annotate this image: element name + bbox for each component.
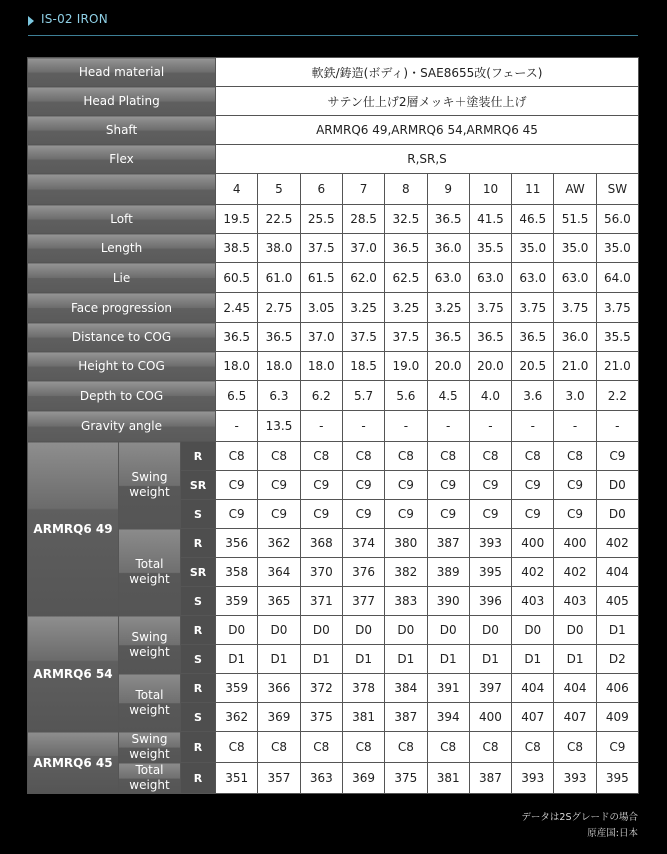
weight-type-line: Total [135,687,164,702]
weight-value: 407 [512,703,554,732]
weight-type-line: weight [129,572,170,586]
spec-row-shaft [28,116,639,145]
row-label: Length [28,234,216,263]
club-number: 8 [385,174,427,205]
row-label: Loft [28,205,216,234]
weight-value: 371 [300,587,342,616]
row-label: Head Plating [28,87,216,116]
spec-value: 2.2 [596,381,638,411]
row-label: Gravity angle [28,411,216,442]
spec-value: 37.0 [342,234,384,263]
weight-value: D0 [258,616,300,645]
spec-value: 3.75 [512,293,554,323]
weight-value: 406 [596,674,638,703]
weight-value: C9 [554,500,596,529]
weight-type-line: weight [129,747,170,761]
spec-value: 36.5 [385,234,427,263]
weight-type-line: Swing [131,470,168,484]
weight-value: 384 [385,674,427,703]
weight-type-label [119,616,181,674]
spec-value: 6.3 [258,381,300,411]
weight-value: D0 [300,616,342,645]
weight-value: 357 [258,763,300,794]
spec-value: 5.7 [342,381,384,411]
club-number: 11 [512,174,554,205]
weight-value: C9 [385,500,427,529]
weight-value: C9 [427,500,469,529]
row-label: Shaft [28,116,216,145]
spec-value: - [596,411,638,442]
flex-label: SR [181,471,216,500]
spec-value: 6.2 [300,381,342,411]
spec-value: 36.5 [512,323,554,352]
spec-value: 3.75 [554,293,596,323]
spec-value: 63.0 [512,263,554,293]
weight-value: 351 [216,763,258,794]
spec-value: 36.5 [216,323,258,352]
weight-value: C9 [469,500,511,529]
weight-value: 402 [512,558,554,587]
weight-value: 368 [300,529,342,558]
flex-label: R [181,442,216,471]
weight-value: C9 [554,471,596,500]
spec-value: 37.0 [300,323,342,352]
spec-value: 61.0 [258,263,300,293]
spec-value: 3.25 [427,293,469,323]
weight-value: 362 [216,703,258,732]
section-title-text: IS-02 IRON [41,12,108,26]
weight-row [28,442,639,471]
weight-value: C9 [512,471,554,500]
weight-value: 382 [385,558,427,587]
spec-value: 13.5 [258,411,300,442]
weight-type-line: weight [129,702,170,717]
spec-value: 軟鉄/鋳造(ボディ)・SAE8655改(フェース) [216,58,639,87]
club-number: SW [596,174,638,205]
weight-value: C8 [427,732,469,763]
weight-value: 407 [554,703,596,732]
weight-value: C9 [258,471,300,500]
weight-row [28,763,639,794]
weight-value: 364 [258,558,300,587]
spec-value: 60.5 [216,263,258,293]
spec-row [28,352,639,381]
weight-type-line: Total [135,763,164,777]
flex-label: SR [181,558,216,587]
weight-value: D1 [342,645,384,674]
spec-row [28,381,639,411]
spec-value: 46.5 [512,205,554,234]
weight-value: C8 [300,442,342,471]
grade-note: データは2Sグレードの場合 [521,812,638,823]
spec-value: 64.0 [596,263,638,293]
club-number: 9 [427,174,469,205]
spec-value: - [342,411,384,442]
club-number: AW [554,174,596,205]
weight-value: 403 [512,587,554,616]
flex-label: S [181,645,216,674]
weight-value: C9 [596,732,638,763]
section-title [28,11,638,36]
arrow-right-icon [28,16,34,26]
origin-note: 原産国:日本 [587,828,638,839]
weight-value: 365 [258,587,300,616]
spec-value: 36.5 [469,323,511,352]
spec-value: 2.45 [216,293,258,323]
row-label: Face progression [28,293,216,323]
weight-value: 405 [596,587,638,616]
weight-value: D0 [512,616,554,645]
weight-value: 391 [427,674,469,703]
weight-value: 366 [258,674,300,703]
weight-value: 356 [216,529,258,558]
weight-type-label [119,529,181,616]
club-number: 7 [342,174,384,205]
flex-label: S [181,587,216,616]
weight-value: D0 [385,616,427,645]
weight-value: 372 [300,674,342,703]
spec-value: - [385,411,427,442]
weight-value: C8 [469,732,511,763]
weight-value: 395 [596,763,638,794]
weight-value: D1 [258,645,300,674]
weight-value: C8 [300,732,342,763]
spec-row [28,234,639,263]
weight-value: C8 [342,732,384,763]
blank-header [28,174,216,205]
flex-label: S [181,703,216,732]
weight-value: 400 [554,529,596,558]
spec-value: 19.0 [385,352,427,381]
spec-value: 37.5 [342,323,384,352]
spec-value: 25.5 [300,205,342,234]
flex-label: R [181,674,216,703]
spec-value: 35.5 [596,323,638,352]
row-label: Depth to COG [28,381,216,411]
spec-value: サテン仕上げ2層メッキ＋塗装仕上げ [216,87,639,116]
spec-value: 37.5 [385,323,427,352]
spec-value: 21.0 [554,352,596,381]
spec-row-head-material [28,58,639,87]
weight-value: D0 [427,616,469,645]
weight-type-line: weight [129,485,170,499]
spec-value: 18.0 [300,352,342,381]
spec-value: 20.5 [512,352,554,381]
weight-value: 369 [258,703,300,732]
spec-value: ARMRQ6 49,ARMRQ6 54,ARMRQ6 45 [216,116,639,145]
weight-value: D1 [385,645,427,674]
weight-value: 409 [596,703,638,732]
spec-value: 63.0 [427,263,469,293]
weight-value: 387 [469,763,511,794]
spec-value: 35.0 [512,234,554,263]
spec-value: 20.0 [427,352,469,381]
spec-value: 62.0 [342,263,384,293]
weight-value: C8 [554,732,596,763]
weight-value: 378 [342,674,384,703]
weight-type-label [119,763,181,794]
spec-value: 4.5 [427,381,469,411]
spec-value: 61.5 [300,263,342,293]
weight-value: D0 [469,616,511,645]
weight-value: 395 [469,558,511,587]
weight-value: 400 [469,703,511,732]
weight-row [28,732,639,763]
weight-value: D0 [596,471,638,500]
weight-value: 374 [342,529,384,558]
spec-value: 4.0 [469,381,511,411]
spec-value: 18.0 [216,352,258,381]
weight-value: 394 [427,703,469,732]
weight-value: 375 [300,703,342,732]
weight-row [28,674,639,703]
spec-value: 38.0 [258,234,300,263]
weight-value: 404 [512,674,554,703]
weight-type-label [119,732,181,763]
weight-value: C9 [216,471,258,500]
weight-value: D0 [216,616,258,645]
weight-value: D1 [469,645,511,674]
spec-value: - [554,411,596,442]
club-number: 4 [216,174,258,205]
weight-value: C8 [512,442,554,471]
weight-value: 389 [427,558,469,587]
weight-value: 397 [469,674,511,703]
weight-row [28,529,639,558]
club-number: 6 [300,174,342,205]
spec-value: 36.5 [427,205,469,234]
weight-value: 375 [385,763,427,794]
weight-value: C9 [216,500,258,529]
weight-value: D2 [596,645,638,674]
spec-value: 19.5 [216,205,258,234]
spec-value: 3.6 [512,381,554,411]
spec-value: 3.75 [596,293,638,323]
spec-value: 3.05 [300,293,342,323]
spec-value: - [512,411,554,442]
weight-value: 400 [512,529,554,558]
spec-value: 21.0 [596,352,638,381]
weight-type-line: Swing [131,732,168,746]
weight-value: C8 [385,442,427,471]
weight-type-label [119,674,181,732]
weight-value: D1 [300,645,342,674]
weight-value: C9 [300,471,342,500]
weight-value: 363 [300,763,342,794]
flex-label: S [181,500,216,529]
shaft-group-label: ARMRQ6 45 [28,732,119,794]
spec-value: 2.75 [258,293,300,323]
shaft-group-label: ARMRQ6 49 [28,442,119,616]
spec-value: 38.5 [216,234,258,263]
spec-table [27,57,639,794]
spec-value: 3.25 [342,293,384,323]
weight-value: 393 [469,529,511,558]
weight-value: C8 [427,442,469,471]
spec-value: 63.0 [554,263,596,293]
spec-value: 41.5 [469,205,511,234]
spec-value: 20.0 [469,352,511,381]
spec-row-head-plating [28,87,639,116]
spec-value: 6.5 [216,381,258,411]
weight-value: 403 [554,587,596,616]
weight-value: 387 [427,529,469,558]
row-label: Flex [28,145,216,174]
row-label: Lie [28,263,216,293]
weight-value: 390 [427,587,469,616]
spec-value: 18.5 [342,352,384,381]
flex-label: R [181,732,216,763]
weight-value: C9 [427,471,469,500]
weight-type-label [119,442,181,529]
spec-value: 63.0 [469,263,511,293]
spec-value: 51.5 [554,205,596,234]
weight-value: C8 [258,732,300,763]
spec-row [28,263,639,293]
spec-value: R,SR,S [216,145,639,174]
weight-value: 359 [216,587,258,616]
weight-value: C8 [216,732,258,763]
weight-value: 381 [427,763,469,794]
spec-value: 36.5 [258,323,300,352]
shaft-group-label: ARMRQ6 54 [28,616,119,732]
weight-value: C9 [512,500,554,529]
weight-row [28,616,639,645]
weight-value: C9 [342,500,384,529]
weight-value: D0 [554,616,596,645]
weight-value: 396 [469,587,511,616]
spec-value: 56.0 [596,205,638,234]
spec-value: 22.5 [258,205,300,234]
club-number: 5 [258,174,300,205]
weight-value: 402 [554,558,596,587]
weight-value: 380 [385,529,427,558]
weight-value: C8 [342,442,384,471]
spec-value: 3.75 [469,293,511,323]
weight-value: 387 [385,703,427,732]
spec-row-flex [28,145,639,174]
spec-value: 35.0 [554,234,596,263]
spec-value: 32.5 [385,205,427,234]
weight-type-line: weight [129,778,170,792]
spec-value: 18.0 [258,352,300,381]
weight-value: C8 [512,732,554,763]
flex-label: R [181,529,216,558]
weight-value: C8 [554,442,596,471]
spec-value: 28.5 [342,205,384,234]
weight-value: 359 [216,674,258,703]
weight-value: C8 [385,732,427,763]
weight-value: D1 [554,645,596,674]
spec-value: 36.0 [427,234,469,263]
spec-value: 37.5 [300,234,342,263]
weight-value: 370 [300,558,342,587]
weight-value: C9 [469,471,511,500]
weight-value: 393 [512,763,554,794]
weight-value: C9 [342,471,384,500]
weight-value: C9 [258,500,300,529]
weight-value: 358 [216,558,258,587]
spec-row [28,323,639,352]
weight-value: C8 [216,442,258,471]
weight-value: 362 [258,529,300,558]
weight-value: C9 [300,500,342,529]
flex-label: R [181,616,216,645]
spec-value: - [469,411,511,442]
weight-value: 381 [342,703,384,732]
weight-value: 404 [554,674,596,703]
weight-type-line: Total [135,557,164,571]
weight-value: C9 [385,471,427,500]
row-label: Height to COG [28,352,216,381]
row-label: Head material [28,58,216,87]
spec-value: 62.5 [385,263,427,293]
spec-value: 5.6 [385,381,427,411]
flex-label: R [181,763,216,794]
spec-row [28,293,639,323]
weight-value: D1 [216,645,258,674]
club-number: 10 [469,174,511,205]
spec-value: 3.25 [385,293,427,323]
weight-type-line: Swing [131,629,168,644]
spec-value: - [300,411,342,442]
weight-value: C8 [469,442,511,471]
spec-row [28,411,639,442]
weight-value: D0 [596,500,638,529]
weight-value: 404 [596,558,638,587]
spec-value: 3.0 [554,381,596,411]
spec-value: 36.0 [554,323,596,352]
weight-value: D1 [512,645,554,674]
spec-value: 36.5 [427,323,469,352]
weight-type-line: weight [129,644,170,659]
weight-value: C9 [596,442,638,471]
weight-value: D1 [427,645,469,674]
spec-value: - [427,411,469,442]
spec-row [28,205,639,234]
weight-value: C8 [258,442,300,471]
weight-value: 376 [342,558,384,587]
row-label: Distance to COG [28,323,216,352]
weight-value: D1 [596,616,638,645]
weight-value: D0 [342,616,384,645]
spec-value: 35.0 [596,234,638,263]
spec-value: 35.5 [469,234,511,263]
club-number-row [28,174,639,205]
weight-value: 393 [554,763,596,794]
weight-value: 377 [342,587,384,616]
weight-value: 369 [342,763,384,794]
weight-value: 402 [596,529,638,558]
weight-value: 383 [385,587,427,616]
spec-value: - [216,411,258,442]
